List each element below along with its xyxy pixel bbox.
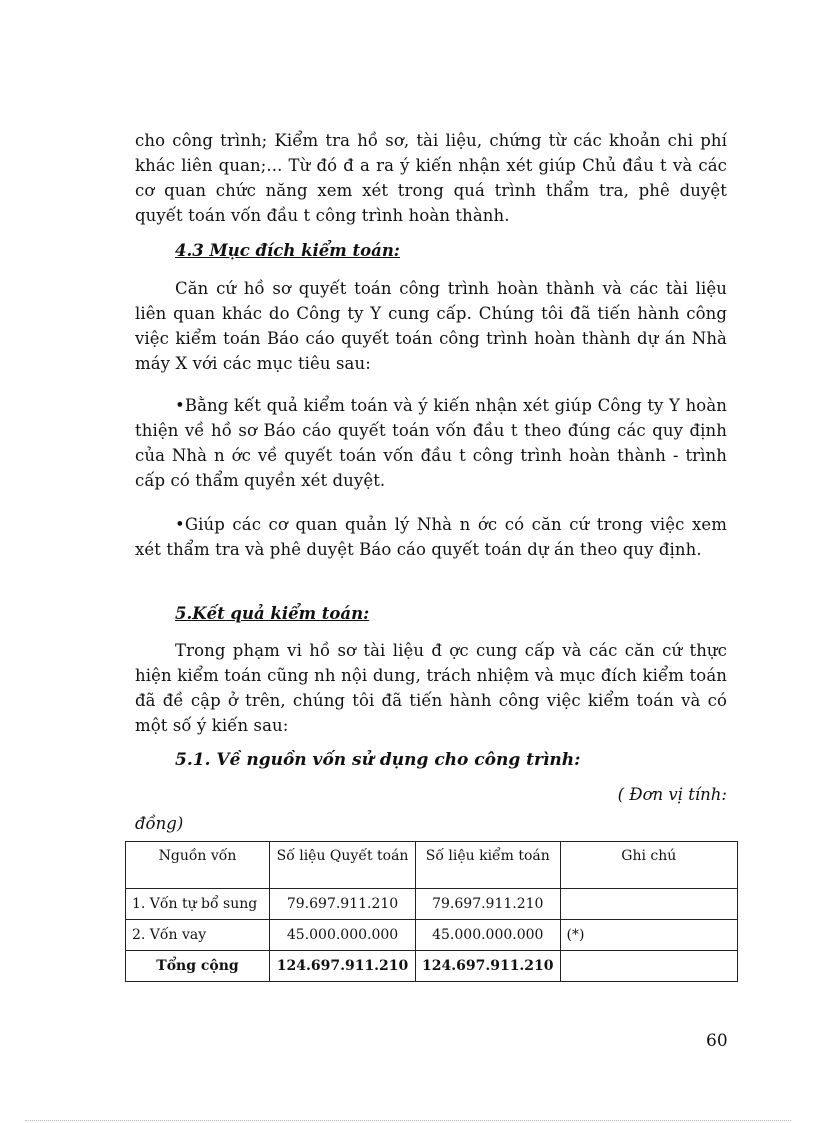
section-5-paragraph	[135, 638, 727, 738]
unit-note-line2: đồng)	[135, 814, 184, 833]
section-5-text: Trong phạm vi hồ sơ tài liệu đ ợc cung cấp và các căn cứ thực hiện kiểm toán cũng nh nội dung, trách nhiệm và mục đích kiểm toán đã đề cập ở trên, chúng tôi đã tiến hành công việc kiểm toán và có một số ý kiến sau:	[135, 641, 727, 735]
unit-note	[135, 780, 727, 838]
header-audit-figures: Số liệu kiểm toán	[416, 842, 561, 889]
page-number: 60	[706, 1031, 728, 1051]
cell-source: 2. Vốn vay	[126, 920, 270, 951]
cell-audit: 79.697.911.210	[416, 889, 561, 920]
bullet-1	[135, 393, 727, 493]
funding-sources-table	[125, 841, 738, 982]
section-4-3-text: Căn cứ hồ sơ quyết toán công trình hoàn thành và các tài liệu liên quan khác do Công ty Y cung cấp. Chúng tôi đã tiến hành công việc kiểm toán Báo cáo quyết toán công trình hoàn thành dự án Nhà máy X với các mục tiêu sau:	[135, 279, 727, 373]
unit-note-line1: ( Đơn vị tính:	[617, 785, 727, 804]
table-row	[126, 889, 738, 920]
header-settlement-figures: Số liệu Quyết toán	[270, 842, 416, 889]
bullet-icon: •	[175, 515, 185, 534]
table-row	[126, 920, 738, 951]
cell-audit: 45.000.000.000	[416, 920, 561, 951]
table-total-row	[126, 951, 738, 982]
bullet-2	[135, 512, 727, 562]
cell-settlement: 79.697.911.210	[270, 889, 416, 920]
table-header-row	[126, 842, 738, 889]
cell-total-audit: 124.697.911.210	[416, 951, 561, 982]
bullet-1-text: Bằng kết quả kiểm toán và ý kiến nhận xét giúp Công ty Y hoàn thiện về hồ sơ Báo cáo quyết toán vốn đầu t theo đúng các quy định của Nhà n ớc về quyết toán vốn đầu t công trình hoàn thành - trình cấp có thẩm quyền xét duyệt.	[135, 396, 727, 490]
bottom-dotted-rule	[25, 1120, 791, 1121]
cell-note	[560, 889, 737, 920]
intro-text: cho công trình; Kiểm tra hồ sơ, tài liệu, chứng từ các khoản chi phí khác liên quan;... Từ đó đ a ra ý kiến nhận xét giúp Chủ đầu t và các cơ quan chức năng xem xét trong quá trình thẩm tra, phê duyệt quyết toán vốn đầu t công trình hoàn thành.	[135, 131, 727, 225]
header-notes: Ghi chú	[560, 842, 737, 889]
cell-source: 1. Vốn tự bổ sung	[126, 889, 270, 920]
cell-total-label: Tổng cộng	[126, 951, 270, 982]
section-5-1-heading: 5.1. Về nguồn vốn sử dụng cho công trình:	[175, 750, 581, 770]
cell-total-settlement: 124.697.911.210	[270, 951, 416, 982]
section-4-3-heading: 4.3 Mục đích kiểm toán:	[175, 241, 400, 260]
header-funding-source: Nguồn vốn	[126, 842, 270, 889]
bullet-2-text: Giúp các cơ quan quản lý Nhà n ớc có căn cứ trong việc xem xét thẩm tra và phê duyệt Báo cáo quyết toán dự án theo quy định.	[135, 515, 727, 559]
cell-settlement: 45.000.000.000	[270, 920, 416, 951]
section-4-3-paragraph	[135, 276, 727, 376]
section-5-heading: 5.Kết quả kiểm toán:	[175, 604, 370, 623]
bullet-icon: •	[175, 396, 185, 415]
cell-note: (*)	[560, 920, 737, 951]
intro-paragraph	[135, 128, 727, 228]
cell-total-note	[560, 951, 737, 982]
